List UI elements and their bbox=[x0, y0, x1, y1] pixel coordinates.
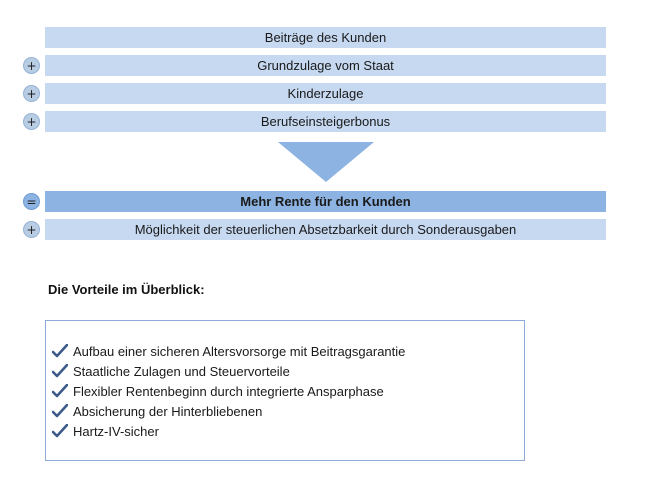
benefit-text: Aufbau einer sicheren Altersvorsorge mit Beitragsgarantie bbox=[73, 343, 406, 359]
benefits-heading: Die Vorteile im Überblick: bbox=[48, 282, 205, 297]
plus-icon: + bbox=[23, 57, 40, 74]
row-label: Beiträge des Kunden bbox=[264, 30, 387, 45]
result-label: Mehr Rente für den Kunden bbox=[240, 194, 411, 209]
benefit-text: Absicherung der Hinterbliebenen bbox=[73, 403, 263, 419]
benefit-text: Hartz-IV-sicher bbox=[73, 423, 159, 439]
plus-icon: + bbox=[23, 85, 40, 102]
benefit-text: Staatliche Zulagen und Steuervorteile bbox=[73, 363, 290, 379]
row-label: Berufseinsteigerbonus bbox=[260, 114, 391, 129]
list-item bbox=[52, 341, 405, 361]
row-career-starter-bonus bbox=[45, 111, 606, 132]
row-label: Grundzulage vom Staat bbox=[257, 58, 394, 73]
benefit-text: Flexibler Rentenbeginn durch integrierte Ansparphase bbox=[73, 383, 384, 399]
row-child-allowance bbox=[45, 83, 606, 104]
row-result bbox=[45, 191, 606, 212]
row-label: Möglichkeit der steuerlichen Absetzbarkeit durch Sonderausgaben bbox=[134, 222, 517, 237]
checkmark-icon bbox=[52, 364, 68, 378]
checkmark-icon bbox=[52, 424, 68, 438]
plus-icon: + bbox=[23, 113, 40, 130]
checkmark-icon bbox=[52, 404, 68, 418]
row-tax-deduction bbox=[45, 219, 606, 240]
benefits-list bbox=[52, 341, 405, 441]
list-item bbox=[52, 401, 405, 421]
row-customer-contributions bbox=[45, 27, 606, 48]
row-basic-allowance bbox=[45, 55, 606, 76]
equals-icon: = bbox=[23, 193, 40, 210]
checkmark-icon bbox=[52, 384, 68, 398]
plus-icon: + bbox=[23, 221, 40, 238]
benefits-box bbox=[45, 320, 525, 461]
list-item bbox=[52, 361, 405, 381]
checkmark-icon bbox=[52, 344, 68, 358]
row-label: Kinderzulage bbox=[287, 86, 364, 101]
list-item bbox=[52, 381, 405, 401]
down-arrow-icon bbox=[278, 142, 374, 182]
list-item bbox=[52, 421, 405, 441]
